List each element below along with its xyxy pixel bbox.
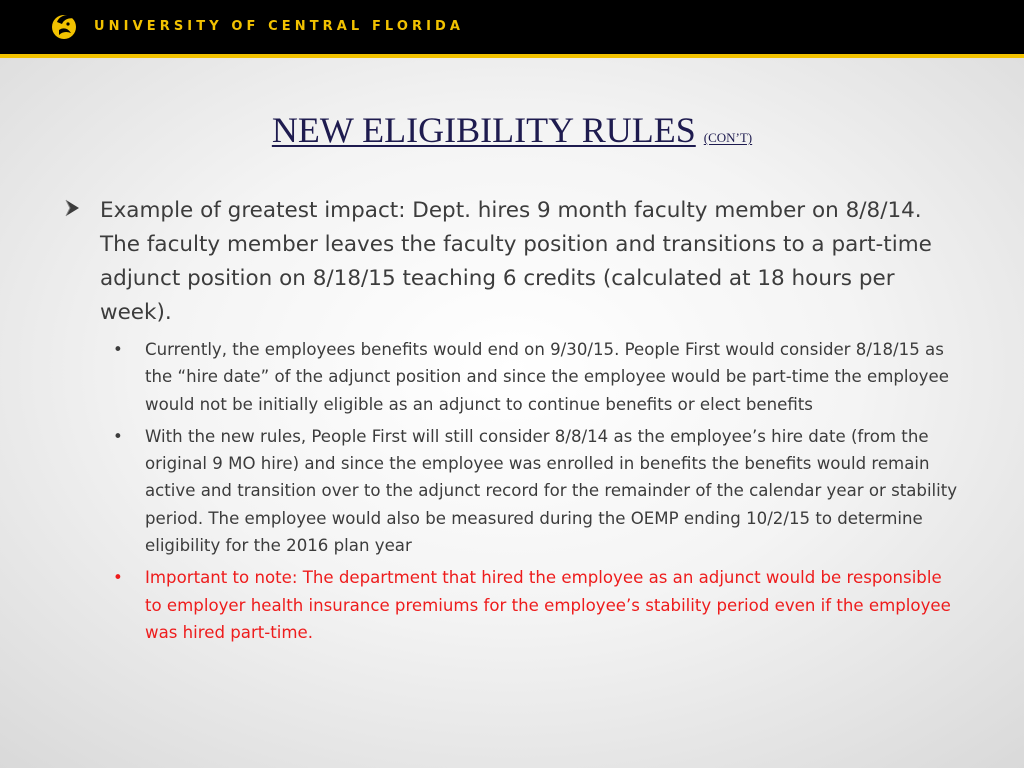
sub-bullet-text: With the new rules, People First will still consider 8/8/14 as the employee’s hire date (from the original 9 MO hire) and since the employee was enrolled in benefits the benefits would remain active and transition over to the adjunct record for the remainder of the calendar year or stability period. The employee would also be measured during the OEMP ending 10/2/15 to determine eligibility for the 2016 plan year (145, 426, 958, 556)
sub-bullet-text: Currently, the employees benefits would end on 9/30/15. People First would consider 8/18/15 as the “hire date” of the adjunct position and since the employee would be part-time the employee would not be initially eligible as an adjunct to continue benefits or elect benefits (145, 340, 949, 414)
sub-bullet-important-note (58, 564, 963, 646)
slide-title-suffix: (CON’T) (703, 130, 753, 145)
header-gold-line (0, 54, 1024, 58)
main-bullet-text: Example of greatest impact: Dept. hires 9 month faculty member on 8/8/14. The faculty member leaves the faculty position and transitions to a part-time adjunct position on 8/18/15 teaching 6 credits (calculated at 18 hours per week). (100, 198, 932, 325)
bullet-dot: • (113, 340, 123, 359)
bullet-dot: • (113, 568, 123, 588)
bullet-dot: • (113, 426, 123, 446)
slide-content (58, 194, 963, 651)
header-bar (0, 0, 1024, 54)
sub-bullet-list (58, 336, 963, 646)
main-bullet (58, 194, 963, 330)
sub-bullet-current-rules (58, 336, 963, 418)
slide-title (0, 109, 1024, 151)
slide-title-main: NEW ELIGIBILITY RULES (271, 110, 696, 150)
university-name: UNIVERSITY OF CENTRAL FLORIDA (94, 19, 465, 34)
sub-bullet-text: Important to note: The department that hired the employee as an adjunct would be responsible to employer health insurance premiums for the employee’s stability period even if the employee was hired part-time. (145, 568, 951, 642)
pegasus-logo-icon (49, 10, 79, 42)
arrow-right-icon (62, 198, 82, 218)
sub-bullet-new-rules (58, 423, 963, 559)
